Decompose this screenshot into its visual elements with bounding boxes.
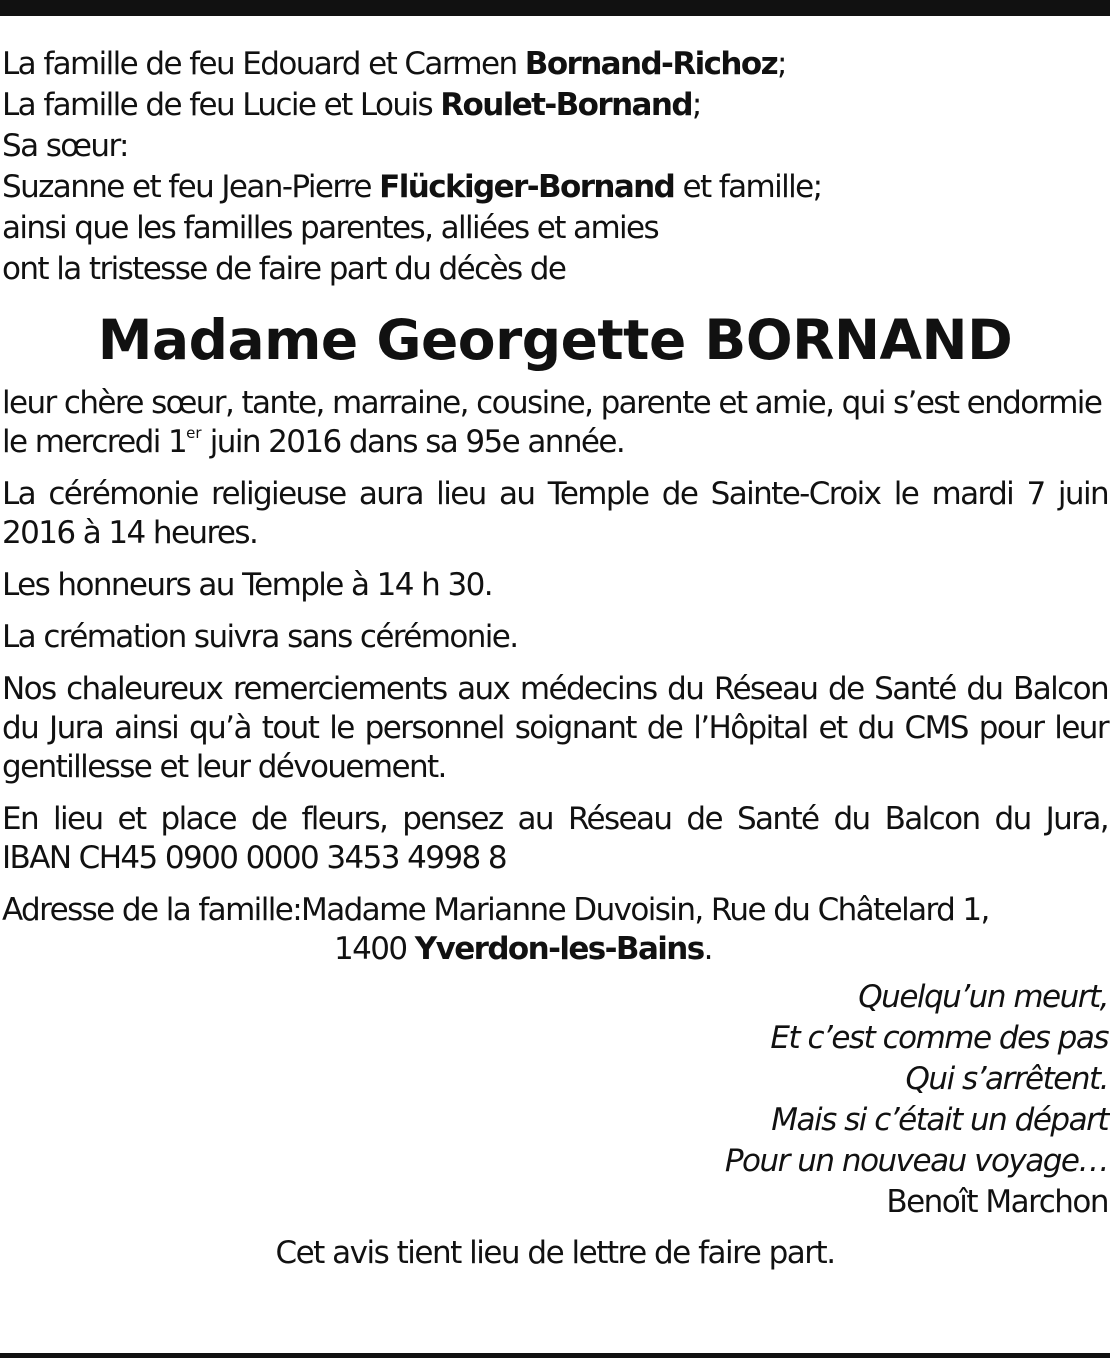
poem-line: Mais si c’était un départ xyxy=(771,1102,1108,1138)
donation-line-1: En lieu et place de fleurs, pensez au Réseau de Santé du Balcon du Jura, xyxy=(2,801,1108,837)
top-border-rule xyxy=(0,0,1110,16)
obituary-notice xyxy=(2,44,1108,1274)
poem-line: Qui s’arrêtent. xyxy=(905,1061,1108,1097)
cremation-paragraph: La crémation suivra sans cérémonie. xyxy=(2,619,518,655)
family-name-bold: Roulet-Bornand xyxy=(440,87,692,123)
address-street: Madame Marianne Duvoisin, Rue du Châtelard 1, xyxy=(301,892,989,928)
family-line-5: ainsi que les familles parentes, alliées et amies xyxy=(2,210,659,246)
family-line-2: La famille de feu Lucie et Louis Roulet-Bornand; xyxy=(2,87,701,123)
family-address xyxy=(2,891,1108,969)
address-city: Yverdon-les-Bains xyxy=(414,931,704,967)
address-line-2: 1400 Yverdon-les-Bains. xyxy=(334,931,712,967)
family-announcement xyxy=(2,44,1108,290)
address-label: Adresse de la famille: xyxy=(2,892,302,928)
family-line-1: La famille de feu Edouard et Carmen Bornand-Richoz; xyxy=(2,46,786,82)
poem-line: Quelqu’un meurt, xyxy=(858,979,1108,1015)
address-line-1 xyxy=(2,891,1108,930)
donation-paragraph xyxy=(2,800,1108,878)
family-line-4: Suzanne et feu Jean-Pierre Flückiger-Bornand et famille; xyxy=(2,169,822,205)
poem-line: Et c’est comme des pas xyxy=(770,1020,1108,1056)
bottom-border-rule xyxy=(0,1353,1110,1358)
family-line-3: Sa sœur: xyxy=(2,128,128,164)
tribute-line-1: leur chère sœur, tante, marraine, cousine, parente et amie, qui s’est endormie xyxy=(2,385,1102,421)
closing-note: Cet avis tient lieu de lettre de faire part. xyxy=(275,1235,835,1271)
family-name-bold: Flückiger-Bornand xyxy=(379,169,675,205)
iban-line: IBAN CH45 0900 0000 3453 4998 8 xyxy=(2,840,507,876)
tribute-paragraph xyxy=(2,384,1108,462)
family-name-bold: Bornand-Richoz xyxy=(524,46,778,82)
poem-author: Benoît Marchon xyxy=(886,1184,1108,1220)
ceremony-paragraph: La cérémonie religieuse aura lieu au Temple de Sainte-Croix le mardi 7 juin 2016 à 14 heures. xyxy=(2,476,1108,551)
tribute-line-2: le mercredi 1er juin 2016 dans sa 95e année. xyxy=(2,424,625,460)
poem-line: Pour un nouveau voyage… xyxy=(724,1143,1108,1179)
honours-paragraph: Les honneurs au Temple à 14 h 30. xyxy=(2,567,492,603)
thanks-paragraph: Nos chaleureux remerciements aux médecins du Réseau de Santé du Balcon du Jura ainsi qu’à tout le personnel soignant de l’Hôpital et du CMS pour leur gentillesse et leur dévouement. xyxy=(2,671,1108,785)
deceased-name: Madame Georgette BORNAND xyxy=(97,308,1013,372)
family-line-6: ont la tristesse de faire part du décès de xyxy=(2,251,566,287)
poem-quote xyxy=(2,977,1108,1223)
